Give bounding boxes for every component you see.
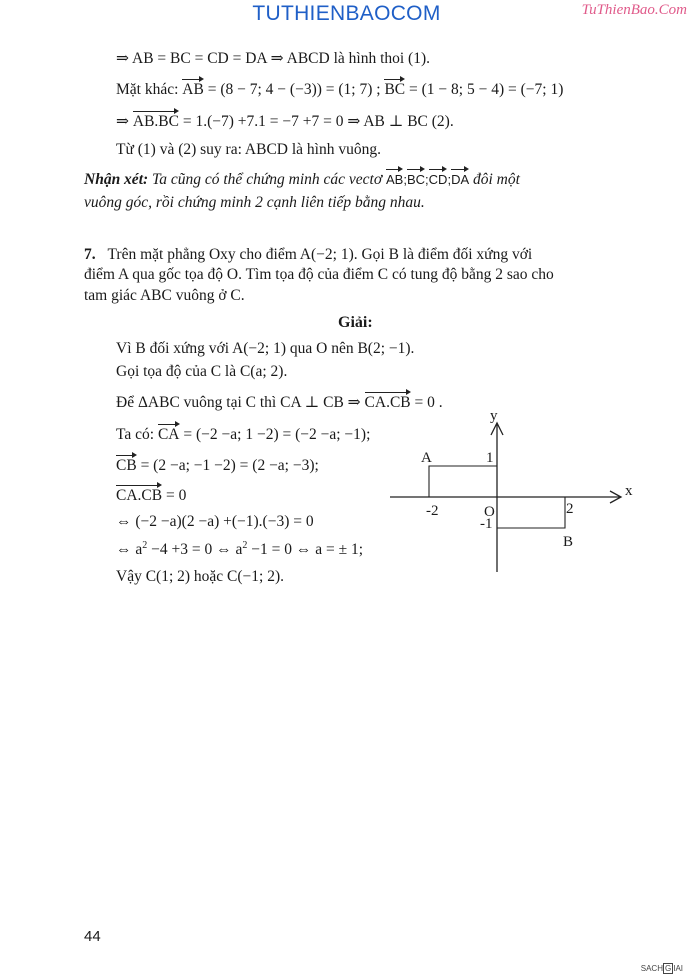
publisher-text-a: SACH <box>640 964 663 973</box>
remark-vector-da: DA <box>451 170 469 190</box>
proof-line-2-text-b: = (8 − 7; 4 − (−3)) = (1; 7) ; <box>203 81 385 98</box>
remark-label: Nhận xét: <box>84 171 149 188</box>
publisher-text-b: IAI <box>673 964 683 973</box>
tick-label-neg2: -2 <box>426 503 439 519</box>
solution-line-8-text-a: ⇔ a <box>116 541 143 558</box>
problem-7-line-3: tam giác ABC vuông ở C. <box>84 287 245 304</box>
proof-line-1: ⇒ AB = BC = CD = DA ⇒ ABCD là hình thoi (1). <box>116 50 431 67</box>
solution-line-3-text-b: = 0 . <box>410 394 443 411</box>
solution-line-8-text-c: −1 = 0 ⇔ a = ± 1; <box>247 541 364 558</box>
tick-label-neg1: -1 <box>480 516 493 532</box>
remark-line-2: vuông góc, rồi chứng minh 2 cạnh liên tiếp bằng nhau. <box>84 194 425 211</box>
page-number: 44 <box>84 928 101 945</box>
proof-line-3-text-b: = 1.(−7) +7.1 = −7 +7 = 0 ⇒ AB ⊥ BC (2). <box>178 113 454 130</box>
tick-label-2: 2 <box>566 501 574 517</box>
vector-ab: AB <box>182 81 204 98</box>
y-axis-label: y <box>490 408 498 424</box>
vector-cb: CB <box>116 457 137 474</box>
vector-ca-dot-cb: CA.CB <box>364 394 411 411</box>
watermark-logo: TuThienBao.Com <box>581 2 687 18</box>
x-axis-label: x <box>625 483 633 499</box>
solution-line-4-text-b: = (−2 −a; 1 −2) = (−2 −a; −1); <box>179 426 371 443</box>
origin-label: O <box>484 504 495 520</box>
proof-line-3-text-a: ⇒ <box>116 113 133 130</box>
tick-label-1: 1 <box>486 450 494 466</box>
vector-bc: BC <box>384 81 406 98</box>
vector-ab-dot-bc: AB.BC <box>132 113 179 130</box>
proof-line-2-text-c: = (1 − 8; 5 − 4) = (−7; 1) <box>405 81 564 98</box>
proof-line-2 <box>116 80 563 100</box>
point-a-label: A <box>421 450 432 466</box>
site-title: TUTHIENBAOCOM <box>252 2 441 25</box>
proof-line-3 <box>116 112 454 132</box>
solution-line-6 <box>116 486 186 506</box>
solution-line-8-text-b: −4 +3 = 0 ⇔ a <box>147 541 243 558</box>
solution-line-6-text-b: = 0 <box>162 487 187 504</box>
remark-vector-cd: CD <box>429 170 448 190</box>
remark-sep-3: ; <box>447 172 452 187</box>
proof-line-4: Từ (1) và (2) suy ra: ABCD là hình vuông. <box>116 141 381 158</box>
solution-heading: Giải: <box>338 314 373 331</box>
problem-7-line-2: điểm A qua gốc tọa độ O. Tìm tọa độ của điểm C có tung độ bằng 2 sao cho <box>84 266 554 283</box>
solution-line-4-text-a: Ta có: <box>116 426 158 443</box>
solution-line-5 <box>116 456 319 476</box>
coordinate-diagram <box>380 402 640 582</box>
remark-vector-ab: AB <box>386 170 403 190</box>
vector-ca: CA <box>157 426 180 443</box>
problem-number: 7. <box>84 246 96 263</box>
remark-text-a: Ta cũng có thể chứng minh các vectơ <box>148 171 386 188</box>
problem-7-text-1: Trên mặt phẳng Oxy cho điểm A(−2; 1). Gọi B là điểm đối xứng với <box>107 246 533 263</box>
solution-line-2: Gọi tọa độ của C là C(a; 2). <box>116 363 288 380</box>
exponent-2: 2 <box>242 539 248 551</box>
solution-line-5-text-b: = (2 −a; −1 −2) = (2 −a; −3); <box>136 457 319 474</box>
solution-line-3-text-a: Để ΔABC vuông tại C thì CA ⊥ CB ⇒ <box>116 394 365 411</box>
solution-line-1: Vì B đối xứng với A(−2; 1) qua O nên B(2; −1). <box>116 340 415 357</box>
proof-line-2-text-a: Mặt khác: <box>116 81 183 98</box>
solution-line-7: ⇔ (−2 −a)(2 −a) +(−1).(−3) = 0 <box>116 513 314 530</box>
point-b-projection <box>497 497 565 528</box>
solution-line-8 <box>116 540 363 560</box>
remark-text-b: đôi một <box>469 171 520 188</box>
solution-line-9: Vậy C(1; 2) hoặc C(−1; 2). <box>116 568 285 585</box>
remark-vector-bc: BC <box>407 170 425 190</box>
exponent-1: 2 <box>142 539 148 551</box>
point-b-label: B <box>563 534 574 550</box>
remark-vectors <box>386 172 469 187</box>
solution-line-4 <box>116 425 370 445</box>
publisher-logo <box>641 964 683 973</box>
remark-sep-2: ; <box>425 172 429 187</box>
vector-ca-dot-cb-2: CA.CB <box>116 487 163 504</box>
remark-line-1 <box>84 170 520 190</box>
problem-7-line-1 <box>84 245 532 265</box>
publisher-text-box: G <box>664 964 672 973</box>
remark-sep-1: ; <box>403 172 407 187</box>
point-a-projection <box>429 466 497 497</box>
